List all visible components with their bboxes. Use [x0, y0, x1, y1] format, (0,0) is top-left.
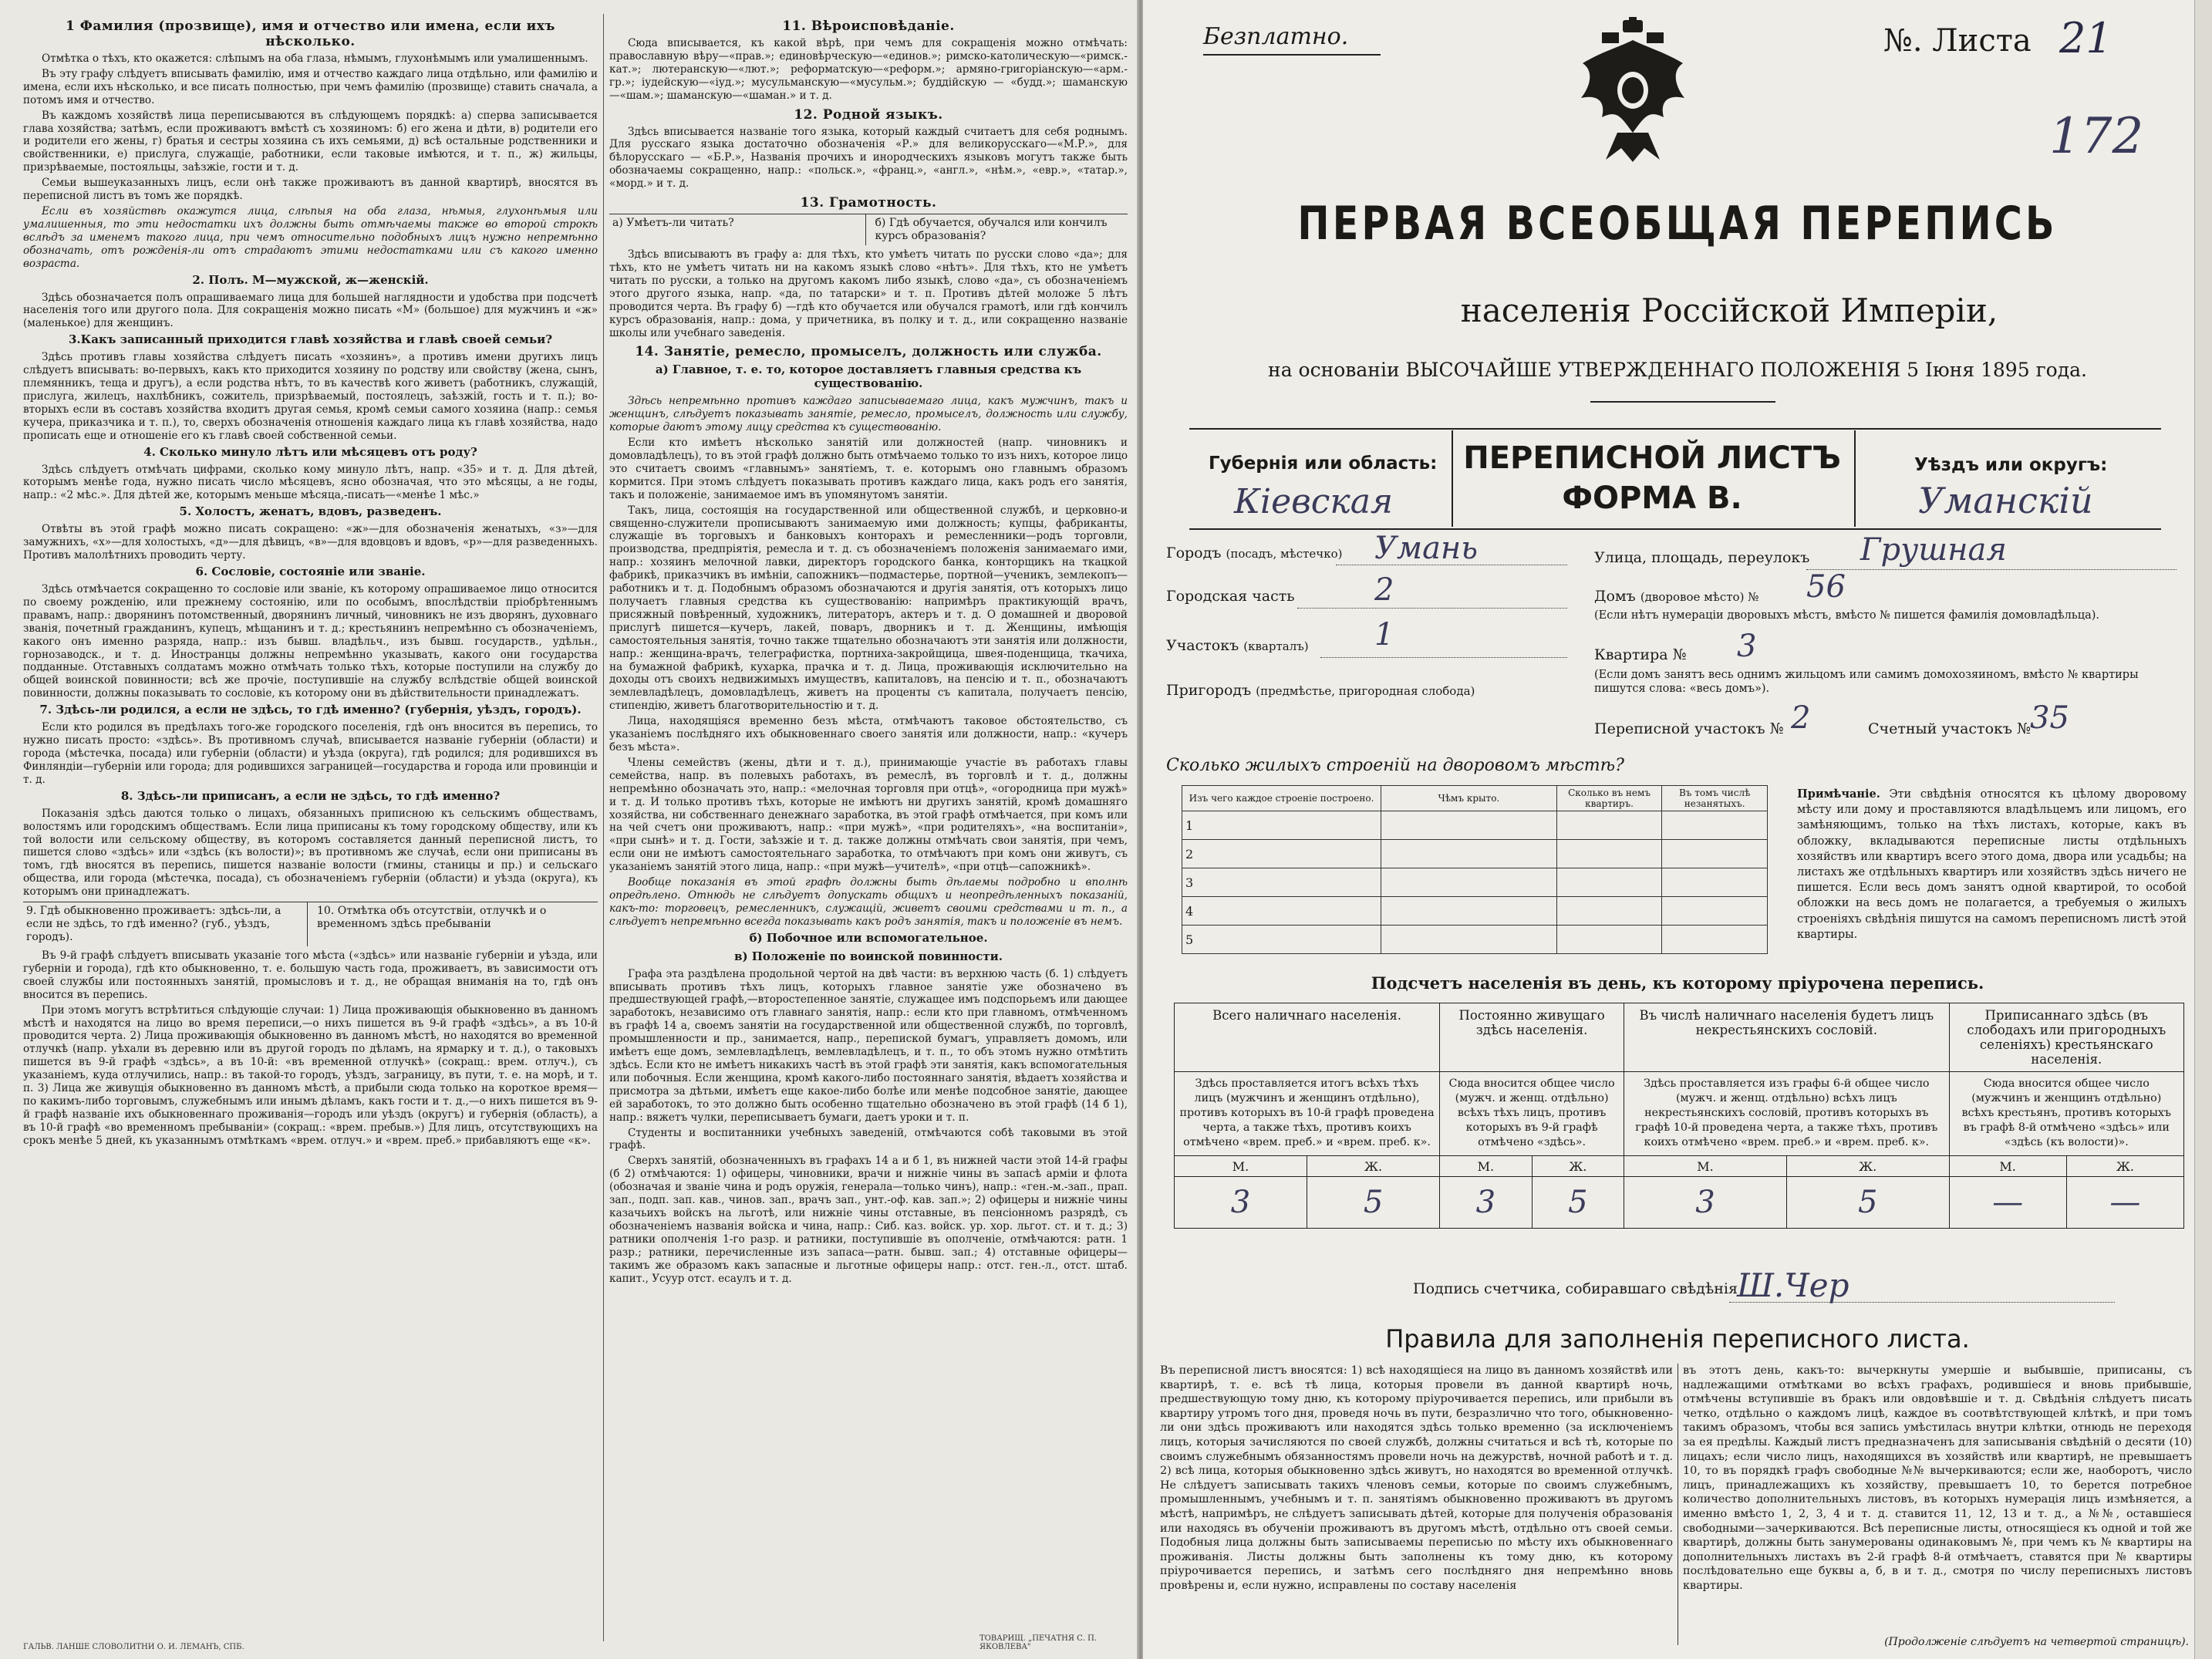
main-title: ПЕРВАЯ ВСЕОБЩАЯ ПЕРЕПИСЬ	[1297, 197, 2058, 251]
buildings-cell	[1662, 926, 1768, 954]
instruction-paragraph: Семьи вышеуказанныхъ лицъ, если онѣ также проживаютъ въ данной квартирѣ, вносятся въ переписной листъ въ томъ же порядкѣ.	[23, 177, 598, 203]
count-value: —	[1949, 1177, 2066, 1229]
instruction-paragraph: Отмѣтка о тѣхъ, кто окажется: слѣпымъ на оба глаза, нѣмымъ, глухонѣмымъ или умалишеннымъ.	[42, 52, 588, 65]
instruction-paragraph: Здѣсь отмѣчается сокращенно то сословіе или званіе, къ которому опрашиваемое лицо относится по своему рожденію, или прежнему состоянію, или по особымъ, впослѣдствіи пріобрѣтеннымъ правамъ, напр.: дворянинъ потомственный, дворянинъ личный, чиновникъ не изъ дворянъ, духовнаго званія, почетный гражданинъ, купецъ, мѣщанинъ и т. д.; крестьянинъ непремѣнно съ обозначеніемъ, какого онъ именно разряда, напр.: изъ бывш. владѣльч., изъ бывш. государств., удѣльн., горнозаводск., и т. д. Иностранцы должны непремѣнно указывать, какого они государства подданные. Отставныхъ солдатамъ можно отмѣчать только тѣхъ, которые поступили на службу до общей воинской повинности; всѣ же прочіе, поступившіе на службу вслѣдствіе общей воинской повинности, должны показывать то сословіе, къ которому они въ дѣйствительности принадлежатъ.	[23, 583, 598, 700]
gorod-value: Умань	[1374, 531, 1479, 566]
kvartira-value: 3	[1737, 629, 1757, 664]
buildings-col-header: Въ томъ числѣ незанятыхъ.	[1662, 786, 1768, 811]
divider	[1189, 428, 2161, 430]
buildings-row	[1182, 811, 1768, 840]
instruction-paragraph: Графа эта раздѣлена продольной чертой на двѣ части: въ верхнюю часть (б. 1) слѣдуетъ вписывать противъ тѣхъ лицъ, которыхъ главное занятіе уже обозначено въ предшествующей графѣ,—второстепенное занятіе, служащее имъ подспорьемъ или дающее заработокъ, независимо отъ главнаго занятія, напр.: если кто при главномъ, отмѣченномъ въ графѣ 14 а, своемъ занятіи на государственной или общественной службѣ, по торговлѣ, промышленности и пр., занимается, напр., перепиской бумагъ, управляетъ домомъ, или имѣетъ еще домъ, землевладѣлецъ, вемлевладѣлецъ, и т. п., то объ этомъ нужно отмѣтить здѣсь. Если кто не имѣетъ никакихъ частѣ въ этой графѣ эти занятія, какъ вспомогательныя или побочныя. Если женщина, кромѣ какого-либо постояннаго занятія, вѣдаетъ хозяйства и присмотра за дѣтьми, имѣетъ еще какое-либо болѣе или менѣе подсобное занятіе, дающее ей заработокъ, то это должно быть особенно тщательно обозначено въ этой графѣ (14 б 1), напр.: вяжетъ чулки, переписываетъ бумаги, даетъ уроки и т. п.	[609, 967, 1128, 1124]
count-value: —	[2066, 1177, 2183, 1229]
instruction-paragraph: Сверхъ занятій, обозначенныхъ въ графахъ 14 а и б 1, въ нижней части этой 14-й графы (б 2) отмѣчаются: 1) офицеры, чиновники, врачи и нижніе чины въ запасѣ арміи и флота (обозначая и званіе чина и родъ оружія, генерала—только чинъ), напр.: «ген.-м.-зап., прап. зап., подп. зап. кав., чинов. зап., врачъ зап., унт.-оф. кав. зап.»; 2) офицеры и нижніе чины казачьихъ войскъ на льготѣ, или нижніе чины отставные, въ пенсіонномъ разрядѣ, съ обозначеніемъ названія войска и чина, напр.: Сиб. каз. войск. ур. хор. льгот. ст. и т. д.; 3) ратники ополченія 1-го разр. и ратники, поступившіе въ ополченіе, отмѣчаются: ратн. 1 разр.; ратники, перечисленные изъ запаса—ратн. бывш. зап.; 4) отставные офицеры—такимъ же образомъ какъ запасные и льготные офицеры напр.: отст. ген.-л., отст. штаб. капит., Усуур отст. есаулъ и т. д.	[609, 1155, 1128, 1285]
ulica-value: Грушная	[1860, 532, 2007, 568]
uezd-label: Уѣздъ или округъ:	[1914, 455, 2108, 475]
section-heading: 6. Сословіе, состояніе или званіе.	[195, 565, 426, 578]
gubernia-label: Губернія или область:	[1209, 454, 1438, 474]
section-heading: б) Побочное или вспомогательное.	[749, 930, 988, 945]
rules-text-left: Въ переписной листъ вносятся: 1) всѣ находящіеся на лицо въ данномъ хозяйствѣ или квартирѣ, т. е. всѣ тѣ лица, которыя провели въ данной квартирѣ ночь, предшествующую тому дню, къ которому пріурочивается перепись, или прибыли въ квартиру утромъ того дня, проведя ночь въ пути, безразлично что того, обыкновенно-ли они здѣсь проживаютъ или находятся здѣсь только временно (за исключеніемъ лицъ, которыя зачисляются по своей службѣ, должны считаться и всѣ тѣ, которые по своимъ служебнымъ обязанностямъ провели ночь на дежурствѣ, ночной работѣ и т. д. 2) всѣ лица, которыя обыкновенно здѣсь живутъ, но находятся во временной отлучкѣ. Не слѣдуетъ записывать такихъ членовъ семьи, которые по своимъ служебнымъ, промышленнымъ, учебнымъ и т. п. занятіямъ обыкновенно проживаютъ въ другомъ мѣстѣ, напримѣръ, не слѣдуетъ записывать дѣтей, которые для полученія образованія или находясь въ обученіи проживаютъ въ другомъ мѣстѣ, отдѣльно отъ своей семьи. Подобныя лица должны быть записываемы переписью по мѣсту ихъ обыкновеннаго проживанія. Листы должны быть заполнены къ тому дню, къ которому пріурочивается перепись, и затѣмъ сего послѣдняго дня непремѣнно вновь провѣрены и, если нужно, исправлены по составу населенія	[1160, 1364, 1673, 1592]
split-heading	[23, 902, 598, 946]
form-title-sub: ФОРМА В.	[1562, 481, 1742, 516]
count-value: 3	[1624, 1177, 1787, 1229]
buildings-cell	[1381, 897, 1557, 926]
count-col-header: Постоянно живущаго здѣсь населенія.	[1440, 1003, 1624, 1072]
imperial-eagle-icon	[1575, 17, 1691, 164]
buildings-cell	[1381, 926, 1557, 954]
section-heading: 1 Фамилия (прозвище), имя и отчество или имена, если ихъ нѣсколько.	[66, 19, 555, 49]
enumerator-signature: Ш.Чер	[1737, 1266, 1850, 1304]
legal-basis: на основаніи ВЫСОЧАЙШЕ УТВЕРЖДЕННАГО ПОЛОЖЕНІЯ 5 Іюня 1895 года.	[1268, 359, 2087, 381]
instruction-paragraph: Здѣсь противъ главы хозяйства слѣдуетъ писать «хозяинъ», а противъ имени другихъ лицъ слѣдуетъ вписывать: во-первыхъ, какъ кто приходится хозяину по родству или свойству (жена, сынъ, племянникъ, теща и другъ), а если родства нѣтъ, то въ качествѣ кого живетъ (работникъ, служащій, прислуга, жилецъ, нахлѣбникъ, сожитель, призрѣваемый, постоялецъ, заѣзжій, гость и т. п.); во-вторыхъ если въ составъ хозяйства входитъ другая семья, кромѣ семьи самого хозяина (напр.: семья кучера, приказчика и т. п.), то, сверхъ обозначенія отношенія каждаго лица къ главѣ хозяйства, надо прописать еще и отношеніе его къ главѣ своей собственной семьи.	[23, 351, 598, 442]
population-count-table	[1174, 1003, 2184, 1229]
schetny-label: Счетный участокъ №	[1868, 720, 2031, 737]
section-heading: 13. Грамотность.	[800, 195, 937, 211]
split-heading-right: 10. Отмѣтка объ отсутствіи, отлучкѣ и о временномъ здѣсь пребываніи	[317, 905, 547, 931]
sex-header: Ж.	[1532, 1156, 1624, 1177]
printer-note: ГАЛЬВ. ЛАНШЕ СЛОВОЛИТНИ О. И. ЛЕМАНЪ, СПБ.	[23, 1643, 244, 1651]
sex-header: Ж.	[1786, 1156, 1949, 1177]
buildings-cell	[1556, 926, 1662, 954]
chast-label: Городская часть	[1166, 588, 1295, 605]
free-label: Безплатно.	[1203, 23, 1349, 50]
buildings-row-number: 5	[1182, 926, 1381, 954]
count-value: 5	[1786, 1177, 1949, 1229]
buildings-cell	[1556, 897, 1662, 926]
split-heading	[609, 214, 1128, 245]
prigorod-label: Пригородъ	[1166, 682, 1252, 699]
ulica-label: Улица, площадь, переулокъ	[1594, 549, 1810, 566]
instruction-paragraph: Если кто родился въ предѣлахъ того-же городского поселенія, гдѣ онъ вносится въ перепись, то нужно писать просто: «здѣсь». Въ противномъ случаѣ, вписывается названіе губерніи (области) и города (мѣстечка, посада) или губерніи (области) и уѣзда (округа), гдѣ родился; для родившихся въ Финляндіи—губерніи или города; для родившихся заграницей—государства и города или провинціи и т. д.	[23, 721, 598, 786]
perepisnoi-value: 2	[1791, 700, 1811, 736]
buildings-cell	[1662, 811, 1768, 840]
count-col-desc: Здѣсь проставляется итогъ всѣхъ тѣхъ лицъ (мужчинъ и женщинъ отдѣльно), противъ которыхъ въ 10-й графѣ проведена черта, а также тѣхъ, противъ коихъ отмѣчено «врем. преб.» и «врем. преб. к».	[1175, 1072, 1440, 1156]
split-heading-right: б) Гдѣ обучается, обучался или кончилъ курсъ образованія?	[875, 217, 1108, 243]
gorod-label: Городъ	[1166, 545, 1222, 561]
sex-header: М.	[1175, 1156, 1307, 1177]
count-value: 3	[1440, 1177, 1532, 1229]
dom-value: 56	[1806, 569, 1846, 605]
instruction-paragraph: Вообще показанія въ этой графѣ должны быть дѣлаемы подробно и вполнѣ опредѣлено. Отнюдь не слѣдуетъ допускать общихъ и неопредѣленныхъ показаній, какъ-то: торговецъ, ремесленникъ, служащій, живетъ своими средствами и т. п., а слѣдуетъ непремѣнно всегда показывать какъ родъ занятія, такъ и положеніе въ немъ.	[609, 876, 1128, 928]
count-col-desc: Сюда вносится общее число (мужчинъ и женщинъ отдѣльно) всѣхъ крестьянъ, противъ которыхъ въ графѣ 8-й отмѣчено «здѣсь» или «здѣсь (къ волости)».	[1949, 1072, 2183, 1156]
instruction-paragraph: Показанія здѣсь даются только о лицахъ, обязанныхъ приписною къ сельскимъ обществамъ, волостямъ или городскимъ обществамъ. Если лица приписаны къ тому городскому обществу, или къ той волости или сельскому обществу, въ которомъ составляется данный переписной листъ, то пишется слово «здѣсь» или «здѣсь (къ волости)»; въ противномъ же случаѣ, если они приписаны въ томъ, гдѣ вносятся въ перепись, пишется названіе волости (гмины, станицы и пр.) и сельскаго общества, или города (мѣстечка, посада), съ обозначеніемъ губерніи (области) и уѣзда (округа), къ которымъ они принадлежатъ.	[23, 807, 598, 899]
section-heading: 12. Родной языкъ.	[794, 106, 943, 123]
buildings-cell	[1556, 811, 1662, 840]
count-col-desc: Сюда вносится общее число (мужч. и женщ. отдѣльно) всѣхъ тѣхъ лицъ, противъ которыхъ въ 9-й графѣ отмѣчено «здѣсь».	[1440, 1072, 1624, 1156]
kvartira-note: (Если домъ занятъ весь однимъ жильцомъ или самимъ домохозяиномъ, вмѣсто № квартиры пишутся слова: «весь домъ»).	[1594, 669, 2139, 695]
buildings-cell	[1556, 868, 1662, 897]
count-value: 3	[1175, 1177, 1307, 1229]
buildings-cell	[1662, 840, 1768, 868]
instruction-paragraph: Здѣсь вписывается названіе того языка, который каждый считаетъ для себя роднымъ. Для русскаго языка достаточно обозначенія «Р.» для великорусскаго—«М.Р.», для бѣлорусскаго — «Б.Р.», Названія прочихъ и инородческихъ языковъ могутъ также быть обозначаемы сокращенно, напр.: «польск.», «франц.», «англ.», «нѣм.», «евр.», «татар.», «морд.» и т. д.	[609, 125, 1128, 191]
note-label: Примѣчаніе.	[1797, 787, 1880, 801]
gorod-hint: (посадъ, мѣстечко)	[1226, 547, 1343, 561]
buildings-row-number: 2	[1182, 840, 1381, 868]
gubernia-value: Кіевская	[1234, 482, 1394, 521]
buildings-col-header: Чѣмъ крыто.	[1381, 786, 1557, 811]
dom-label: Домъ	[1594, 588, 1636, 605]
buildings-row	[1182, 840, 1768, 868]
uchastok-field	[1166, 637, 1309, 654]
buildings-question: Сколько жилыхъ строеній на дворовомъ мѣстѣ?	[1166, 756, 1624, 775]
split-heading-left: а) Умѣетъ-ли читать?	[609, 214, 866, 245]
section-heading: 3.Какъ записанный приходится главѣ хозяйства и главѣ своей семьи?	[68, 332, 553, 347]
section-heading: 2. Полъ. М—мужской, ж—женскій.	[192, 272, 429, 287]
count-col-header: Приписаннаго здѣсь (въ слободахъ или пригородныхъ селеніяхъ) крестьянскаго населенія.	[1949, 1003, 2183, 1072]
instruction-paragraph: Здѣсь обозначается полъ опрашиваемаго лица для большей наглядности и удобства при подсчетѣ населенія того или другого пола. Для сокращенія можно писать «М» (большое) для мужчинъ и «ж» (маленькое) для женщинъ.	[23, 291, 598, 330]
sex-header: М.	[1440, 1156, 1532, 1177]
schetny-value: 35	[2030, 700, 2069, 736]
divider	[1189, 528, 2161, 530]
buildings-row	[1182, 897, 1768, 926]
printer-note-2: ТОВАРИЩ. „ПЕЧАТНЯ С. П. ЯКОВЛЕВА"	[980, 1634, 1098, 1651]
kvartira-label: Квартира №	[1594, 646, 1687, 663]
continuation-note: (Продолженіе слѣдуетъ на четвертой страницѣ).	[1884, 1636, 2189, 1648]
buildings-row-number: 4	[1182, 897, 1381, 926]
instruction-paragraph: Здѣсь непремѣнно противъ каждаго записываемаго лица, какъ мужчинъ, такъ и женщинъ, слѣдуетъ показывать занятіе, ремесло, промыселъ, должность или службу, которые даютъ этому лицу средства къ существованію.	[609, 395, 1128, 434]
divider	[1203, 54, 1381, 56]
section-heading: в) Положеніе по воинской повинности.	[734, 949, 1003, 963]
instructions-column-2	[609, 14, 1128, 1287]
buildings-row	[1182, 926, 1768, 954]
column-divider	[603, 14, 604, 1641]
buildings-row-number: 3	[1182, 868, 1381, 897]
section-heading: 5. Холостъ, женатъ, вдовъ, разведенъ.	[179, 504, 442, 519]
note-block	[1797, 787, 2187, 942]
instruction-paragraph: Такъ, лица, состоящія на государственной или общественной службѣ, и церковно-и священно-служители прописываютъ занимаемую ими должность; купцы, фабриканты, служащіе въ торговыхъ и банковыхъ конторахъ и ремесленники—родъ торговли, производства, предпріятія, ремесла и т. д. съ обозначеніемъ положенія занимаемаго ими, напр.: хозяинъ мелочной лавки, директоръ городского банка, конторщикъ на ткацкой фабрикѣ, приказчикъ въ имѣніи, сапожникъ—подмастерье, портной—ученикъ, землекопъ—работникъ и т. д. Подобнымъ образомъ обозначаются и другія занятія, отъ которыхъ лицо получаетъ главныя средства къ существованію: напримѣръ практикующій врачъ, присяжный повѣренный, художникъ, литераторъ, актеръ и т. д. О домашней и дворовой прислугѣ пишется—кучеръ, лакей, поваръ, дворникъ и т. д. Женщины, имѣющія самостоятельныя занятія, точно также тщательно обозначаютъ эти занятія или должности, напр.: женщина-врачъ, телеграфистка, портниха-закройщица, швея-поденщица, ткачиха, на бумажной фабрикѣ, кухарка, прачка и т. д. Лица, проживающія исключительно на доходы отъ своихъ недвижимыхъ имуществъ, капиталовъ, на пенсію и т. п., обозначаютъ землевладѣлецъ, домовладѣлецъ, живетъ на проценты съ капитала, получаетъ пенсію, стипендію, живетъ благотворительностію и т. д.	[609, 504, 1128, 713]
uchastok-hint: (кварталъ)	[1243, 639, 1309, 653]
instruction-paragraph: Члены семействъ (жены, дѣти и т. д.), принимающіе участіе въ работахъ главы семейства, напр. въ полевыхъ работахъ, въ ремеслѣ, въ торговлѣ и т. д., должны непремѣнно обозначать это, напр.: «мелочная торговля при отцѣ», «огородница при мужѣ» и т. д. И только противъ тѣхъ, которые не имѣютъ ни другихъ занятій, кромѣ домашняго хозяйства, ни собственнаго денежнаго заработка, въ этой графѣ отмѣчается, при комъ или на чей счетъ они проживаютъ, напр.: «при мужѣ», «при родителяхъ», «на воспитаніи», «при сынѣ» и т. д. Гости, заѣзжіе и т. д. также должны отмѣчать свои занятія, при чемъ, если они не имѣютъ самостоятельнаго заработка, то отмѣчаютъ при комъ они живутъ, съ указаніемъ занятій этого лица, напр.: «при мужѣ—учителѣ», «при отцѣ—сапожникѣ».	[609, 756, 1128, 874]
buildings-col-header: Сколько въ немъ квартиръ.	[1556, 786, 1662, 811]
instruction-paragraph: Студенты и воспитанники учебныхъ заведеній, отмѣчаются собѣ таковыми въ этой графѣ.	[609, 1126, 1128, 1152]
split-heading-left: 9. Гдѣ обыкновенно проживаетъ: здѣсь-ли, а если не здѣсь, то гдѣ именно? (губ., уѣздъ, городъ).	[23, 902, 308, 946]
instruction-paragraph: Лица, находящіяся временно безъ мѣста, отмѣчаютъ таковое обстоятельство, съ указаніемъ послѣдняго ихъ обыкновеннаго своего занятія или должности, напр.: «кучеръ безъ мѣста».	[609, 715, 1128, 754]
field-line	[1297, 608, 1567, 609]
uchastok-value: 1	[1374, 617, 1394, 652]
buildings-cell	[1662, 897, 1768, 926]
list-number-label: №. Листа	[1883, 23, 2032, 59]
list-number-value: 21	[2059, 14, 2113, 62]
section-heading: 14. Занятіе, ремесло, промыселъ, должность или служба.	[635, 344, 1102, 360]
count-col-header: Всего наличнаго населенія.	[1175, 1003, 1440, 1072]
prigorod-field	[1166, 682, 1475, 699]
dom-hint: (дворовое мѣсто) №	[1640, 590, 1759, 604]
buildings-table	[1182, 785, 1768, 954]
sex-header: Ж.	[1307, 1156, 1440, 1177]
section-heading: а) Главное, т. е. то, которое доставляетъ главныя средства къ существованію.	[655, 362, 1082, 391]
divider	[1590, 401, 1775, 403]
instruction-paragraph: Въ каждомъ хозяйствѣ лица переписываются въ слѣдующемъ порядкѣ: а) сперва записывается глава хозяйства; затѣмъ, если проживаютъ вмѣстѣ съ хозяиномъ: б) его жена и дѣти, в) родители его и родители его жены, г) братья и сестры хозяина съ ихъ семьями, д) всѣ остальные родственники и свойственники, е) прислуга, служащіе, работники, если таковые имѣются, и т. п., ж) жильцы, призрѣваемые, постояльцы, заѣзжіе, гости и т. д.	[23, 109, 598, 174]
buildings-col-header: Изъ чего каждое строеніе построено.	[1182, 786, 1381, 811]
buildings-cell	[1381, 811, 1557, 840]
section-heading: 8. Здѣсь-ли приписанъ, а если не здѣсь, то гдѣ именно?	[120, 788, 501, 803]
handwritten-number: 172	[2049, 108, 2144, 165]
enumerator-signature-label: Подпись счетчика, собиравшаго свѣдѣнія	[1413, 1280, 1738, 1297]
population-count-title: Подсчетъ населенія въ день, къ которому пріурочена перепись.	[1371, 973, 1984, 993]
prigorod-hint: (предмѣстье, пригородная слобода)	[1256, 684, 1475, 698]
uchastok-label: Участокъ	[1166, 637, 1239, 654]
instruction-paragraph: Сюда вписывается, къ какой вѣрѣ, при чемъ для сокращенія можно отмѣчать: православную вѣру—«прав.»; единовѣрческую—«единов.»; римско-католическую—«римск.-кат.»; лютеранскую—«лют.»; реформатскую—«реформ.»; армяно-григоріанскую—«арм.-гр.»; іудейскую—«іуд.»; мусульманскую—«мусульм.»; буддійскую — «будд.»; шаманскую—«шам.»; шаманскую—«шаман.» и т. д.	[609, 37, 1128, 102]
sex-header: М.	[1949, 1156, 2066, 1177]
instruction-paragraph: Въ 9-й графѣ слѣдуетъ вписывать указаніе того мѣста («здѣсь» или названіе губерніи и уѣзда, или губерніи и города), гдѣ кто обыкновенно, т. е. большую часть года, проживаетъ, въ зависимости отъ своей службы или постоянныхъ занятій, промысловъ и т. д., не обращая вниманія на то, гдѣ онъ вносится въ перепись.	[23, 949, 598, 1001]
dom-field	[1594, 588, 1758, 605]
form-title-main: ПЕРЕПИСНОЙ ЛИСТЪ	[1463, 440, 1841, 476]
chast-value: 2	[1374, 572, 1394, 608]
instruction-paragraph: Если кто имѣетъ нѣсколько занятій или должностей (напр. чиновникъ и домовладѣлецъ), то въ этой графѣ должно быть отмѣчаемо только то изъ нихъ, которое лицо это считаетъ своимъ «главнымъ» занятіемъ, т. е. которымъ оно главнымъ образомъ кормится. При этомъ слѣдуетъ показывать противъ каждаго лица, какъ родъ его занятія, такъ и положеніе, занимаемое имъ въ упомянутомъ занятіи.	[609, 437, 1128, 501]
instruction-paragraph: Здѣсь слѣдуетъ отмѣчать цифрами, сколько кому минуло лѣтъ, напр. «35» и т. д. Для дѣтей, которымъ менѣе года, нужно писать число мѣсяцевъ, ясно обозначая, что это мѣсяцы, а не годы, напр.: «2 мѣс.». Для дѣтей же, которымъ меньше мѣсяца,-писать—«менѣе 1 мѣс.»	[23, 463, 598, 502]
dom-note: (Если нѣтъ нумераціи дворовыхъ мѣстъ, вмѣсто № пишется фамилія домовладѣльца).	[1594, 609, 2100, 622]
sex-header: М.	[1624, 1156, 1787, 1177]
count-col-header: Въ числѣ наличнаго населенія будетъ лицъ некрестьянскихъ сословій.	[1624, 1003, 1949, 1072]
perepisnoi-label: Переписной участокъ №	[1594, 720, 1784, 737]
rules-title: Правила для заполненія переписного листа.	[1385, 1324, 1970, 1354]
count-col-desc: Здѣсь проставляется изъ графы 6-й общее число (мужч. и женщ. отдѣльно) всѣхъ лицъ некрестьянскихъ сословій, противъ которыхъ въ графѣ 10-й проведена черта, а также тѣхъ, противъ коихъ отмѣчено «врем. преб.» и «врем. преб. к».	[1624, 1072, 1949, 1156]
count-value: 5	[1532, 1177, 1624, 1229]
buildings-row	[1182, 868, 1768, 897]
next-page-edge	[2194, 0, 2212, 1659]
section-heading: 11. Вѣроисповѣданіе.	[782, 19, 955, 34]
sex-header: Ж.	[2066, 1156, 2183, 1177]
count-value: 5	[1307, 1177, 1440, 1229]
field-line	[1806, 569, 2177, 570]
buildings-cell	[1381, 840, 1557, 868]
instructions-column-1	[23, 14, 598, 1150]
instruction-paragraph: Отвѣты въ этой графѣ можно писать сокращено: «ж»—для обозначенія женатыхъ, «з»—для замужнихъ, «х»—для холостыхъ, «д»—для дѣвицъ, «в»—для вдовцовъ и вдовъ, «р»—для разведенныхъ. Противъ малолѣтнихъ проводить черту.	[23, 523, 598, 562]
buildings-cell	[1381, 868, 1557, 897]
note-text: Эти свѣдѣнія относятся къ цѣлому дворовому мѣсту или дому и проставляются владѣльцемъ или лицомъ, его замѣняющимъ, только на тѣхъ листахъ, которые, какъ въ обложку, вкладываются переписные листы отдѣльныхъ хозяйствъ или квартиръ всего этого дома, двора или усадьбы; на листахъ же отдѣльныхъ квартиръ или хозяйствъ здѣсь ничего не пишется. Если весь домъ занятъ одной квартирой, то особой обложки на весь домъ не полагается, а требуемыя о жилыхъ строеніяхъ свѣдѣнія пишутся на самомъ переписномъ листѣ этой квартиры.	[1797, 788, 2187, 941]
uezd-value: Уманскій	[1918, 480, 2093, 521]
section-heading: 7. Здѣсь-ли родился, а если не здѣсь, то гдѣ именно? (губернія, уѣздъ, городъ).	[39, 703, 582, 717]
gorod-field	[1166, 545, 1342, 561]
census-form-page	[1143, 0, 2212, 1659]
rules-text-right: въ этотъ день, какъ-то: вычеркнуты умершіе и выбывшіе, приписаны, съ надлежащими отмѣтками во всѣхъ графахъ, родившіеся и вновь прибывшіе, отмѣчены вступившіе въ бракъ или овдовѣвшіе и т. д. Свѣдѣнія слѣдуетъ писать четко, отдѣльно о каждомъ лицѣ, каждое въ соотвѣтствующей клѣткѣ, и при томъ такимъ образомъ, чтобы вся запись умѣстилась внутри клѣтки, отнюдь не переходя за ея предѣлы. Каждый листъ предназначенъ для записыванія свѣдѣній о десяти (10) лицахъ; если число лицъ, находящихся въ хозяйствѣ или квартирѣ, не превышаетъ 10, то въ порядкѣ графъ свободные №№ вычеркиваются; если же, наоборотъ, число лицъ, принадлежащихъ къ хозяйству, превышаетъ 10, то берется потребное количество дополнительныхъ листовъ, въ которыхъ нумерація лицъ измѣняется, а именно вмѣсто 1, 2, 3, 4 и т. д. ставится 11, 12, 13 и т. д., а №№, оставшіеся свободными—зачеркиваются. Всѣ переписные листы, относящіеся къ одной и той же квартирѣ, должны быть занумерованы одинаковымъ №, при чемъ къ № квартиры на дополнительныхъ листахъ въ 2-й графѣ 8-й отмѣчаетъ, ставятся при № квартиры послѣдовательно еще буквы а, б, в и т. д., смотря по числу переписныхъ листовъ квартиры.	[1683, 1364, 2192, 1592]
field-line	[1320, 657, 1567, 658]
buildings-row-number: 1	[1182, 811, 1381, 840]
section-heading: 4. Сколько минуло лѣтъ или мѣсяцевъ отъ роду?	[143, 444, 477, 459]
subtitle: населенія Россійской Имперіи,	[1460, 292, 1998, 329]
instruction-paragraph: Если въ хозяйствѣ окажутся лица, слѣпыя на оба глаза, нѣмыя, глухонѣмыя или умалишенныя, то эти недостатки ихъ должны быть отмѣчаемы также во второй строкѣ вслѣдъ за именемъ такого лица, при чемъ относительно подобныхъ лицъ нужно непремѣнно обозначать, отъ рожденія-ли отъ страдаютъ этими недостатками или съ какого именно возраста.	[23, 204, 598, 270]
buildings-cell	[1662, 868, 1768, 897]
buildings-cell	[1556, 840, 1662, 868]
instruction-paragraph: Въ эту графу слѣдуетъ вписывать фамилію, имя и отчество каждаго лица отдѣльно, или фамилію и имена, если ихъ нѣсколько, и все писать полностью, при чемъ фамилію (прозвище) ставить сначала, а потомъ имя и отчество.	[23, 67, 598, 106]
form-title	[1452, 438, 1853, 518]
instruction-paragraph: При этомъ могутъ встрѣтиться слѣдующіе случаи: 1) Лица проживающія обыкновенно въ данномъ мѣстѣ и находятся на лицо во время переписи,—о нихъ пишется въ 9-й графѣ «здѣсь», а въ 10-й проводится черта. 2) Лица проживающія обыкновенно въ данномъ мѣстѣ, но находятся во временной отлучкѣ (напр. уѣхали въ деревню или въ другой городъ по дѣламъ, на ярмарку и т. д.), о таковыхъ пишется въ 9-й графѣ «здѣсь», а въ 10-й: «въ временной отлучкѣ» (сокращ.: врем. отлуч.), съ указаніемъ, куда отлучились, напр.: въ такой-то городъ, уѣздъ, заграницу, въ пути, т. е. на морѣ, и т. п. 3) Лица же живущія обыкновенно въ данномъ мѣстѣ, а прибыли сюда только на короткое время—по какимъ-либо торговымъ, служебнымъ или инымъ дѣламъ, какъ гости и т. д.,—о нихъ пишется въ 9-й графѣ названіе ихъ обыкновеннаго проживанія—городъ или уѣздъ (округъ) и губернія (область), а въ 10-й графѣ «во временномъ пребываніи» (сокращ.: «врем. пребыв.») Для лицъ, отсутствующихъ на срокъ менѣе 5 дней, къ указаннымъ отмѣткамъ «врем. отлуч.» и «врем. преб.» прибавляютъ еще «к».	[23, 1003, 598, 1147]
instruction-paragraph: Здѣсь вписываютъ въ графу а: для тѣхъ, кто умѣетъ читать по русски слово «да»; для тѣхъ, кто не умѣетъ читать ни на какомъ языкѣ слово «нѣтъ». Для тѣхъ, кто не умѣетъ читать по русски, а только на другомъ какомъ либо языкѣ, слово «да», съ обозначеніемъ этого другого языка, напр. «да, по татарски» и т. п. Противъ дѣтей моложе 5 лѣтъ проводится черта. Въ графу б) —гдѣ кто обучается или обучался грамотѣ, или гдѣ кончилъ курсъ образованія, напр.: дома, у причетника, въ полку и т. д., или сокращенно названіе школы или учебнаго заведенія.	[609, 248, 1128, 339]
